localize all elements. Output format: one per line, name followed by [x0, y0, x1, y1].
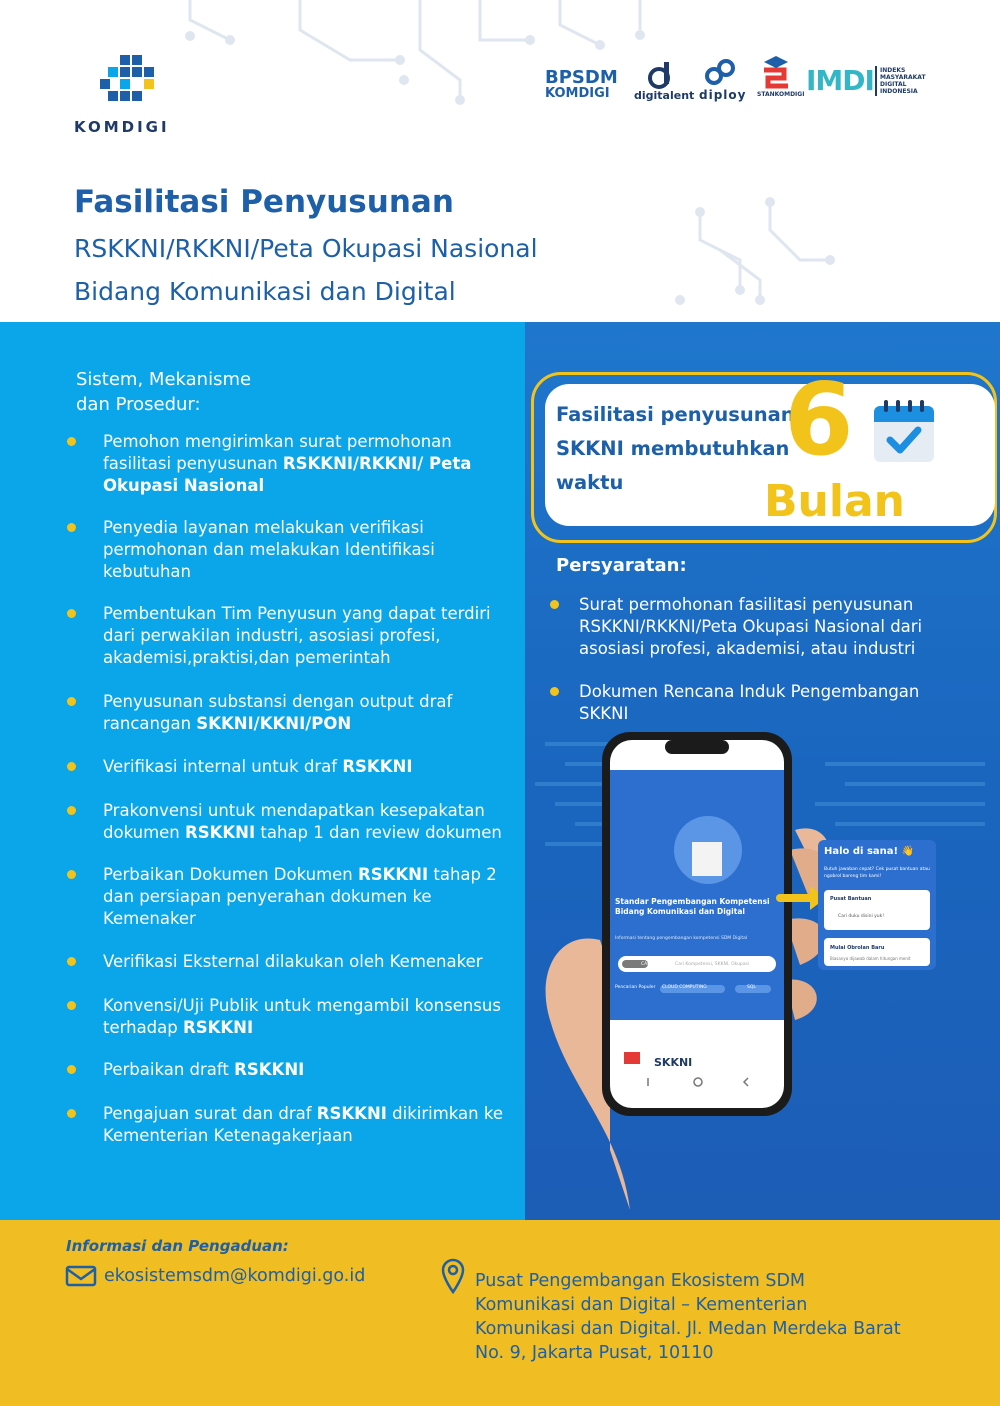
phone-search-input: Cari Kompetensi, SKKNI, Okupasi: [675, 962, 750, 967]
duration-callout-text: [556, 398, 796, 500]
procedure-title-line1: Sistem, Mekanisme: [76, 369, 252, 390]
bullet-dot: [67, 1065, 76, 1074]
step-text: Pemohon mengirimkan surat permohonan fasilitasi penyusunan: [103, 432, 452, 473]
requirement-text: Dokumen Rencana Induk Pengembangan SKKNI: [579, 682, 920, 723]
procedure-step: [67, 691, 507, 735]
procedure-step: [67, 517, 507, 583]
phone-hero-text: Standar Pengembangan Kompetensi Bidang Komunikasi dan Digital: [615, 897, 770, 916]
new-chat-subtitle: Biasanya dijawab dalam hitungan menit: [830, 956, 911, 961]
new-chat-title: Mulai Obrolan Baru: [830, 945, 885, 951]
callout-line: Fasilitasi penyusunan: [556, 403, 795, 426]
brand-wordmark: KOMDIGI: [74, 118, 170, 136]
step-highlight: RSKKNI/RKKNI/ Peta Okupasi Nasional: [103, 454, 472, 495]
bullet-dot: [67, 1109, 76, 1118]
page-subtitle-line2: Bidang Komunikasi dan Digital: [74, 277, 456, 306]
procedure-step-text: [103, 1103, 507, 1147]
bullet-dot: [67, 697, 76, 706]
mail-icon: [65, 1265, 97, 1287]
bullet-dot: [67, 523, 76, 532]
imdi-divider: [875, 66, 877, 96]
page-title: Fasilitasi Penyusunan: [74, 184, 454, 220]
phone-hero-sub: Informasi tentang pengembangan kompetensi SDM Digital: [615, 936, 748, 941]
address-line: Komunikasi dan Digital – Kementerian: [475, 1295, 808, 1315]
procedure-step-text: [103, 800, 507, 844]
step-text: tahap 2 dan persiapan penyerahan dokumen ke Kemenaker: [103, 865, 497, 928]
requirements-title: Persyaratan:: [556, 555, 687, 576]
header: [0, 0, 1000, 322]
address-line: Pusat Pengembangan Ekosistem SDM: [475, 1271, 806, 1291]
step-highlight: SKKNI/KKNI/PON: [196, 714, 352, 733]
stankomdigi-logo: STANKOMDIGI: [757, 91, 805, 98]
step-text: tahap 1 dan review dokumen: [255, 823, 502, 842]
address-line: Komunikasi dan Digital. Jl. Medan Merdeka Barat: [475, 1319, 901, 1339]
stankomdigi-icon: [760, 56, 792, 90]
contact-email[interactable]: ekosistemsdm@komdigi.go.id: [104, 1266, 366, 1286]
procedure-step: [67, 995, 507, 1039]
page-subtitle-line1: RSKKNI/RKKNI/Peta Okupasi Nasional: [74, 234, 538, 263]
chat-title: Halo di sana! 👋: [824, 846, 915, 857]
address-line: No. 9, Jakarta Pusat, 10110: [475, 1343, 714, 1363]
step-highlight: RSKKNI: [185, 823, 256, 842]
procedure-step: [67, 603, 507, 669]
duration-number: 6: [784, 361, 854, 478]
diploy-icon: [705, 58, 737, 88]
step-text: Prakonvensi untuk mendapatkan kesepakatan dokumen: [103, 801, 485, 842]
contact-address: [475, 1269, 945, 1365]
bpsdm-logo-bottom: KOMDIGI: [545, 86, 610, 101]
help-search: Cari duku disini yuk!: [838, 914, 885, 919]
requirement-text: Surat permohonan fasilitasi penyusunan RSKKNI/RKKNI/Peta Okupasi Nasional dari asosiasi profesi, akademisi, atau industri: [579, 595, 923, 658]
bpsdm-logo-top: BPSDM: [545, 67, 618, 88]
procedure-step: [67, 1059, 507, 1081]
diploy-logo: diploy: [699, 88, 747, 102]
step-text: dikirimkan ke Kementerian Ketenagakerjaan: [103, 1104, 503, 1145]
imdi-caption-line: MASYARAKAT: [880, 74, 926, 81]
procedure-title: [76, 367, 336, 417]
step-highlight: RSKKNI: [316, 1104, 387, 1123]
bullet-dot: [67, 957, 76, 966]
step-text: Perbaikan Dokumen Dokumen: [103, 865, 359, 884]
imdi-caption-line: DIGITAL: [880, 81, 907, 88]
procedure-step-text: [103, 864, 507, 930]
bullet-dot: [550, 687, 559, 696]
procedure-step: [67, 431, 507, 497]
procedure-step-text: [103, 517, 507, 583]
step-text: Verifikasi internal untuk draf: [103, 757, 343, 776]
imdi-caption-line: INDONESIA: [880, 88, 918, 95]
procedure-step-text: [103, 995, 507, 1039]
phone-popular-label: Pencarian Populer: [615, 985, 656, 990]
bullet-dot: [67, 609, 76, 618]
step-highlight: RSKKNI: [234, 1060, 305, 1079]
help-center-title: Pusat Bantuan: [830, 896, 872, 902]
procedure-step-text: [103, 756, 507, 778]
bullet-dot: [67, 1001, 76, 1010]
duration-unit: Bulan: [764, 476, 905, 527]
bullet-dot: [67, 870, 76, 879]
step-highlight: RSKKNI: [358, 865, 429, 884]
callout-line: waktu: [556, 471, 624, 494]
location-pin-icon: [440, 1258, 466, 1294]
procedure-step-text: [103, 951, 507, 973]
imdi-logo: IMDI: [806, 64, 874, 97]
calendar-check-icon: [872, 398, 936, 464]
step-text: Pengajuan surat dan draf: [103, 1104, 317, 1123]
step-text: Penyedia layanan melakukan verifikasi permohonan dan melakukan Identifikasi kebutuhan: [103, 518, 435, 581]
digitalent-icon: [647, 60, 675, 90]
procedure-step: [67, 864, 507, 930]
procedure-step: [67, 951, 507, 973]
requirement-item: [550, 594, 950, 660]
step-text: Perbaikan draft: [103, 1060, 235, 1079]
bullet-dot: [550, 600, 559, 609]
phone-in-hand-illustration: [530, 730, 1000, 1210]
procedure-step-text: [103, 1059, 507, 1081]
procedure-step: [67, 800, 507, 844]
procedure-step-text: [103, 691, 507, 735]
phone-footer-brand: SKKNI: [654, 1056, 693, 1069]
chat-subtitle: Butuh jawaban cepat? Cek pusat bantuan atau ngobrol bareng tim kami!: [824, 867, 930, 879]
step-text: Penyusunan substansi dengan output draf rancangan: [103, 692, 453, 733]
step-highlight: RSKKNI: [183, 1018, 254, 1037]
contact-title: Informasi dan Pengaduan:: [66, 1237, 289, 1255]
bullet-dot: [67, 806, 76, 815]
komdigi-logo-icon: [100, 55, 160, 107]
procedure-step: [67, 1103, 507, 1147]
step-text: Pembentukan Tim Penyusun yang dapat terdiri dari perwakilan industri, asosiasi profesi, akademisi,praktisi,dan pemerintah: [103, 604, 491, 667]
phone-popular-tag: CLOUD COMPUTING: [662, 985, 707, 990]
procedure-step: [67, 756, 507, 778]
procedure-title-line2: dan Prosedur:: [76, 394, 201, 415]
imdi-caption: [880, 67, 926, 95]
imdi-caption-line: INDEKS: [880, 67, 906, 74]
procedure-step-text: [103, 603, 507, 669]
bullet-dot: [67, 437, 76, 446]
callout-line: SKKNI membutuhkan: [556, 437, 790, 460]
circuit-decoration: [0, 0, 1000, 322]
requirement-item: [550, 681, 950, 725]
step-text: Verifikasi Eksternal dilakukan oleh Kemenaker: [103, 952, 483, 971]
procedure-step-text: [103, 431, 507, 497]
phone-popular-tag: SQL: [747, 985, 756, 990]
bullet-dot: [67, 762, 76, 771]
phone-search-toggle: CARI: [641, 962, 652, 967]
digitalent-logo: digitalent: [634, 89, 695, 102]
step-highlight: RSKKNI: [342, 757, 413, 776]
step-text: Konvensi/Uji Publik untuk mengambil konsensus terhadap: [103, 996, 501, 1037]
